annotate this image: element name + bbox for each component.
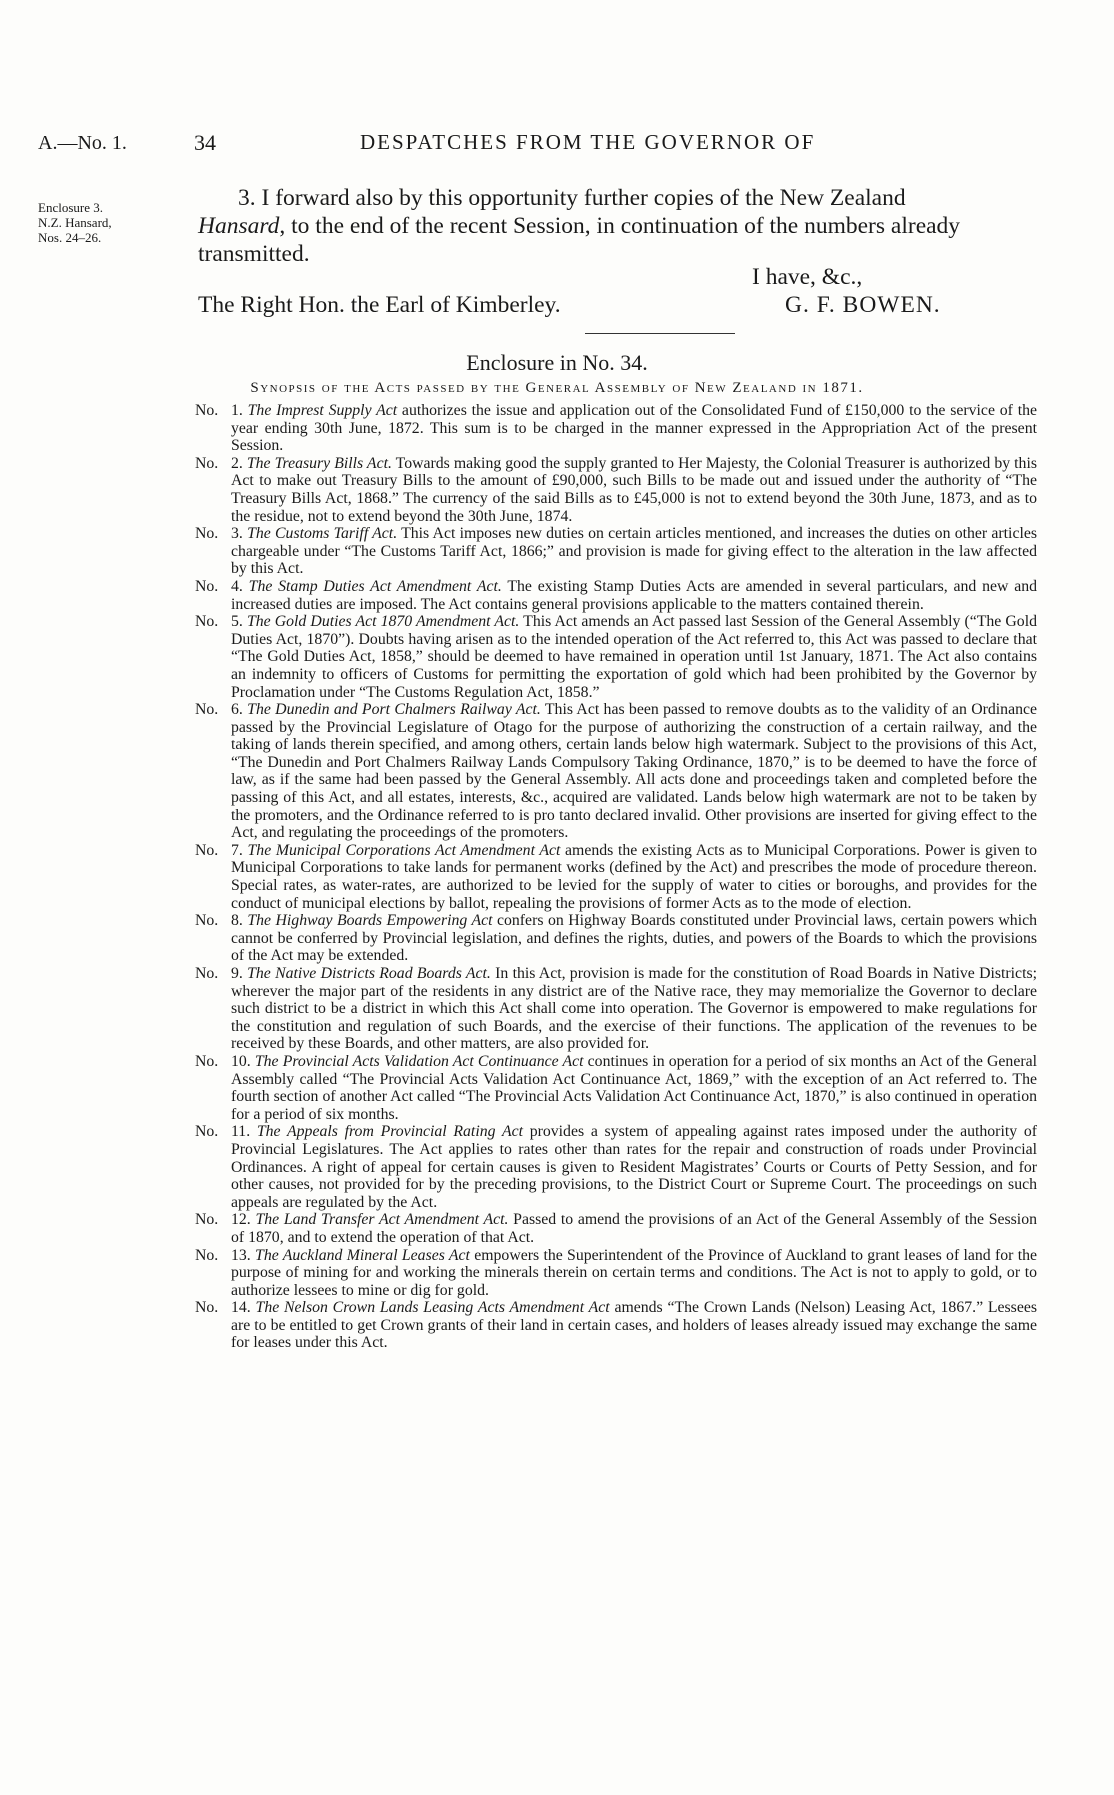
act-number: 1. (231, 402, 248, 419)
act-item (195, 701, 1037, 842)
act-description (231, 842, 1037, 912)
act-number: 13. (231, 1246, 256, 1264)
hansard-italic: Hansard (198, 213, 280, 239)
act-item (195, 1123, 1037, 1211)
act-no-label: No. (195, 1123, 219, 1141)
act-number: 12. (231, 1211, 256, 1229)
act-item (195, 1247, 1037, 1300)
synopsis-heading: Synopsis of the Acts passed by the General Assembly of New Zealand in 1871. (250, 380, 864, 396)
acts-list (195, 402, 1037, 1352)
act-number: 8. (231, 912, 248, 930)
act-no-label: No. (195, 1246, 219, 1264)
act-title: The Stamp Duties Act Amendment Act. (248, 577, 502, 595)
page-title: DESPATCHES FROM THE GOVERNOR OF (360, 130, 816, 154)
divider (585, 333, 735, 334)
closing-formula: I have, &c., (752, 264, 863, 290)
act-title: The Land Transfer Act Amendment Act. (255, 1211, 509, 1229)
act-text: amends “The Crown Lands (Nelson) Leasing Act, 1867.” Lessees are to be entitled to get Crown grants of their land in certain cases, and holders of leases already issued may exchange the same for leases under this Act. (231, 1299, 1037, 1352)
act-no-label: No. (195, 613, 219, 631)
page-number: 34 (194, 130, 216, 155)
act-item (195, 402, 1037, 455)
act-title: The Appeals from Provincial Rating Act (256, 1123, 523, 1141)
act-number: 2. (231, 454, 247, 472)
act-description (231, 1053, 1037, 1123)
act-description (231, 1299, 1037, 1352)
act-title: The Nelson Crown Lands Leasing Acts Amendment Act (255, 1299, 610, 1317)
act-number: 11. (231, 1123, 257, 1141)
act-text: continues in operation for a period of six months an Act of the General Assembly called “The Provincial Acts Validation Act Continuance Act, 1869,” with the exception of an Act referred to. The fourth section of another Act called “The Provincial Acts Validation Act Continuance Act, 1870,” is also continued in operation for a period of six months. (231, 1052, 1037, 1123)
margin-note-line: N.Z. Hansard, (38, 215, 112, 230)
act-no-label: No. (195, 577, 219, 595)
paper-reference: A.—No. 1. (38, 132, 127, 154)
act-text: In this Act, provision is made for the constitution of Road Boards in Native Districts; wherever the major part of the residents in any district are of the Native race, they may memorialize the Governor to declare such district to be a district in which this Act shall come into operation. The Governor is empowered to make regulations for the constitution and regulation of such Boards, and the exercise of their functions. The application of the revenues to be received by these Boards, and other matters, are also provided for. (231, 965, 1037, 1053)
act-description (231, 701, 1037, 842)
act-no-label: No. (195, 454, 219, 472)
running-head (0, 132, 1114, 162)
act-item (195, 1053, 1037, 1123)
margin-note-line: Nos. 24–26. (38, 230, 102, 245)
act-text: Towards making good the supply granted to Her Majesty, the Colonial Treasurer is authorized by this Act to make out Treasury Bills to the amount of £90,000, such Bills to be made out and issued under the authority of “The Treasury Bills Act, 1868.” The currency of the said Bills as to £45,000 is not to extend beyond the 30th June, 1873, and as to the residue, not to extend beyond the 30th June, 1874. (231, 454, 1037, 525)
addressee: The Right Hon. the Earl of Kimberley. (198, 292, 561, 318)
paragraph-line-text: , to the end of the recent Session, in continuation of the numbers already (279, 213, 961, 239)
act-description (231, 1123, 1037, 1211)
act-item (195, 578, 1037, 613)
act-description (231, 965, 1037, 1053)
act-text: This Act has been passed to remove doubts as to the validity of an Ordinance passed by the Provincial Legislature of Otago for the purpose of authorizing the construction of a certain railway, and the taking of lands therein specified, and among others, certain lands below high watermark. Subject to the provisions of this Act, “The Dunedin and Port Chalmers Railway Lands Compulsory Taking Ordinance, 1870,” is to be deemed to have the force of law, as if the same had been passed by the General Assembly. All acts done and proceedings taken and completed before the passing of this Act, and all estates, interests, &c., acquired are validated. Lands below high watermark are not to be taken by the promoters, and the Ordinance referred to is pro tanto declared invalid. Other provisions are inserted for giving effect to the Act, and regulating the proceedings of the promoters. (231, 701, 1037, 842)
act-item (195, 455, 1037, 525)
act-text: authorizes the issue and application out of the Consolidated Fund of £150,000 to the service of the year ending 30th June, 1872. This sum is to be charged in the manner expressed in the Appropriation Act of the present Session. (231, 402, 1037, 455)
act-item (195, 912, 1037, 965)
act-title: The Imprest Supply Act (247, 402, 398, 419)
act-number: 7. (231, 841, 248, 859)
act-description (231, 1211, 1037, 1246)
act-no-label: No. (195, 402, 219, 419)
act-title: The Customs Tariff Act. (247, 525, 398, 543)
act-no-label: No. (195, 1052, 219, 1070)
act-text: confers on Highway Boards constituted under Provincial laws, certain powers which cannot be conferred by Provincial legislation, and defines the rights, duties, and powers of the Boards to which the provisions of the Act may be extended. (231, 912, 1037, 965)
act-description (231, 1247, 1037, 1300)
act-no-label: No. (195, 841, 219, 859)
act-title: The Provincial Acts Validation Act Continuance Act (254, 1052, 584, 1070)
act-description (231, 455, 1037, 525)
signature: G. F. BOWEN. (785, 292, 941, 318)
margin-note (38, 200, 163, 245)
act-title: The Dunedin and Port Chalmers Railway Act. (247, 701, 541, 719)
act-text: provides a system of appealing against rates imposed under the authority of Provincial Legislatures. The Act applies to rates other than rates for the repair and construction of roads under Provincial Ordinances. A right of appeal for certain causes is given to Resident Magistrates’ Courts or Courts of Petty Session, and for other causes, not provided for by the preceding provisions, to the District Court or Supreme Court. The proceedings on such appeals are regulated by the Act. (231, 1123, 1037, 1211)
act-text: Passed to amend the provisions of an Act of the General Assembly of the Session of 1870, and to extend the operation of that Act. (231, 1211, 1037, 1246)
act-no-label: No. (195, 1211, 219, 1229)
act-number: 9. (231, 965, 248, 982)
act-no-label: No. (195, 965, 219, 982)
margin-note-line: Enclosure 3. (38, 200, 103, 215)
act-item (195, 613, 1037, 701)
act-text: empowers the Superintendent of the Province of Auckland to grant leases of land for the purpose of mining for and working the minerals therein on certain terms and conditions. The Act is not to apply to gold, or to authorize lessees to mine or dig for gold. (231, 1246, 1037, 1299)
act-title: The Treasury Bills Act. (246, 454, 392, 472)
act-number: 10. (231, 1052, 255, 1070)
act-number: 14. (231, 1299, 256, 1317)
enclosure-heading: Enclosure in No. 34. (466, 350, 648, 375)
act-description (231, 613, 1037, 701)
paragraph-line: 3. I forward also by this opportunity further copies of the New Zealand (238, 185, 906, 211)
act-description (231, 402, 1037, 455)
paragraph-line: transmitted. (198, 241, 310, 267)
act-no-label: No. (195, 701, 219, 719)
act-title: The Municipal Corporations Act Amendment Act (247, 841, 561, 859)
act-number: 4. (231, 577, 249, 595)
act-text: amends the existing Acts as to Municipal Corporations. Power is given to Municipal Corporations to take lands for permanent works (defined by the Act) and prescribes the mode of procedure thereon. Special rates, as water-rates, are authorized to be levied for the supply of water to cities or boroughs, and provides for the conduct of municipal elections by ballot, repealing the provisions of former Acts as to the mode of election. (231, 841, 1038, 912)
act-description (231, 525, 1037, 578)
act-item (195, 842, 1037, 912)
act-item (195, 965, 1037, 1053)
act-no-label: No. (195, 1299, 219, 1317)
paragraph-line (198, 212, 1038, 240)
act-item (195, 525, 1037, 578)
act-text: This Act amends an Act passed last Session of the General Assembly (“The Gold Duties Act, 1870”). Doubts having arisen as to the intended operation of the Act referred to, this Act was passed to declare that “The Gold Duties Act, 1858,” should be deemed to have remained in operation until 1st January, 1871. The Act also contains an indemnity to officers of Customs for permitting the exportation of gold which had been prohibited by the Governor by Proclamation under “The Customs Regulation Act, 1858.” (231, 613, 1037, 701)
act-description (231, 578, 1037, 613)
act-title: The Highway Boards Empowering Act (247, 912, 493, 930)
act-number: 6. (231, 701, 248, 719)
act-description (231, 912, 1037, 965)
act-no-label: No. (195, 912, 219, 930)
act-text: The existing Stamp Duties Acts are amended in several particulars, and new and increased duties are imposed. The Act contains general provisions applicable to the matters contained therein. (231, 577, 1038, 613)
act-number: 3. (231, 525, 248, 543)
act-title: The Gold Duties Act 1870 Amendment Act. (246, 613, 520, 631)
act-no-label: No. (195, 525, 219, 543)
act-item (195, 1211, 1037, 1246)
act-item (195, 1299, 1037, 1352)
act-text: This Act imposes new duties on certain articles mentioned, and increases the duties on other articles chargeable under “The Customs Tariff Act, 1866;” and provision is made for giving effect to the alteration in the law affected by this Act. (231, 525, 1037, 578)
paragraph-3 (198, 184, 1038, 268)
act-number: 5. (231, 613, 247, 631)
act-title: The Auckland Mineral Leases Act (255, 1246, 470, 1264)
act-title: The Native Districts Road Boards Act. (247, 965, 491, 982)
